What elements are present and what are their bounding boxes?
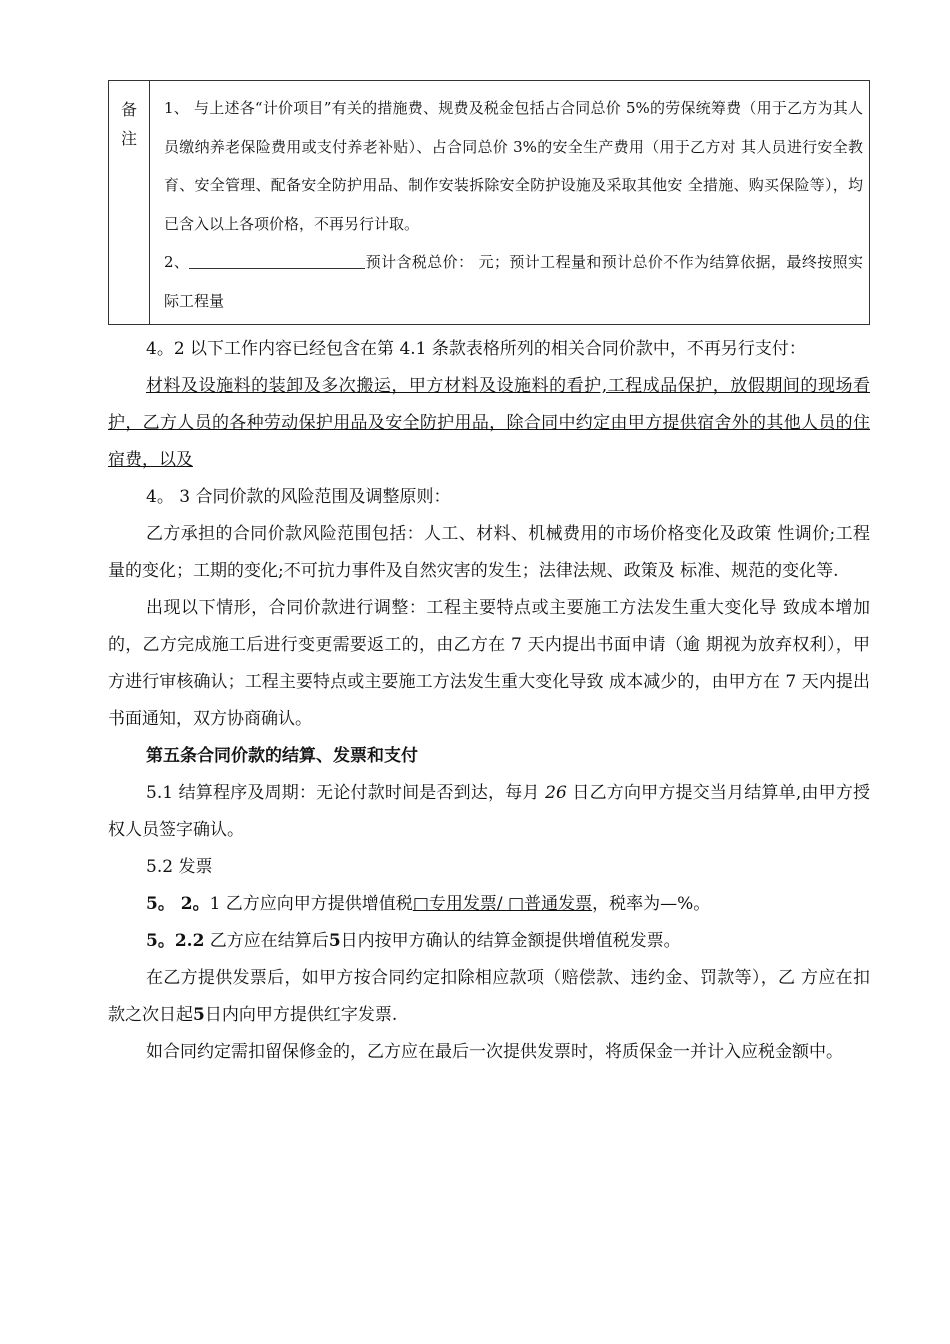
settlement-day: 26 xyxy=(545,783,567,803)
paragraph-5-1: 5.1 结算程序及周期：无论付款时间是否到达，每月 26 日乙方向甲方提交当月结算单,由甲方授权人员签字确认。 xyxy=(108,783,871,840)
paragraph-red-invoice: 在乙方提供发票后，如甲方按合同约定扣除相应款项（赔偿款、违约金、罚款等），乙 方应在扣款之次日起5日内向甲方提供红字发票. xyxy=(108,968,870,1025)
paragraph-5-2: 5.2 发票 xyxy=(146,857,213,877)
article-5-heading: 第五条合同价款的结算、发票和支付 xyxy=(146,746,418,766)
invoice-type-options: □专用发票/ □普通发票 xyxy=(412,894,593,914)
paragraph-retention: 如合同约定需扣留保修金的，乙方应在最后一次提供发票时，将质保金一并计入应税金额中。 xyxy=(146,1042,843,1062)
remarks-content-cell xyxy=(150,81,870,325)
fill-in-blank-line xyxy=(189,248,365,269)
section-4-3-adjustment: 出现以下情形，合同价款进行调整：工程主要特点或主要施工方法发生重大变化导 致成本增加的，乙方完成施工后进行变更需要返工的，由乙方在 7 天内提出书面申请（逾 期视为放弃权利），甲方进行审核确认；工程主要特点或主要施工方法发生重大变化导致 成本减少的，由甲方在 7 天内提出书面通知，双方协商确认。 xyxy=(108,598,870,729)
remarks-label-char-1: 备 xyxy=(120,100,137,119)
remarks-label-cell xyxy=(109,81,150,325)
remarks-label-char-2: 注 xyxy=(120,129,137,148)
section-4-3-title: 4。 3 合同价款的风险范围及调整原则： xyxy=(146,487,451,507)
remarks-item-2: 2、 预计含税总价： 元；预计工程量和预计总价不作为结算依据，最终按照实际工程量 xyxy=(164,243,863,320)
paragraph-5-2-1: 5。 2。1 乙方应向甲方提供增值税□专用发票/ □普通发票，税率为—%。 xyxy=(146,894,711,914)
section-4-2-intro: 4。2 以下工作内容已经包含在第 4.1 条款表格所列的相关合同价款中，不再另行支付： xyxy=(146,339,806,359)
paragraph-5-2-2: 5。2.2 乙方应在结算后5日内按甲方确认的结算金额提供增值税发票。 xyxy=(146,931,681,951)
remarks-table xyxy=(108,80,870,325)
section-4-2-included-items: 材料及设施料的装卸及多次搬运，甲方材料及设施料的看护,工程成品保护，放假期间的现场看护，乙方人员的各种劳动保护用品及安全防护用品，除合同中约定由甲方提供宿舍外的其他人员的住宿费，以及 xyxy=(108,376,870,470)
document-page xyxy=(108,80,870,1071)
section-4-3-risk-scope: 乙方承担的合同价款风险范围包括：人工、材料、机械费用的市场价格变化及政策 性调价;工程量的变化；工期的变化;不可抗力事件及自然灾害的发生；法律法规、政策及 标准、规范的变化等. xyxy=(108,524,870,581)
remarks-item-1: 1、 与上述各“计价项目”有关的措施费、规费及税金包括占合同总价 5%的劳保统筹费（用于乙方为其人员缴纳养老保险费用或支付养老补贴）、占合同总价 3%的安全生产费用（用于乙方对 其人员进行安全教育、安全管理、配备安全防护用品、制作安装拆除安全防护设施及采取其他安 全措施、购买保险等），均已含入以上各项价格，不再另行计取。 xyxy=(164,99,863,233)
